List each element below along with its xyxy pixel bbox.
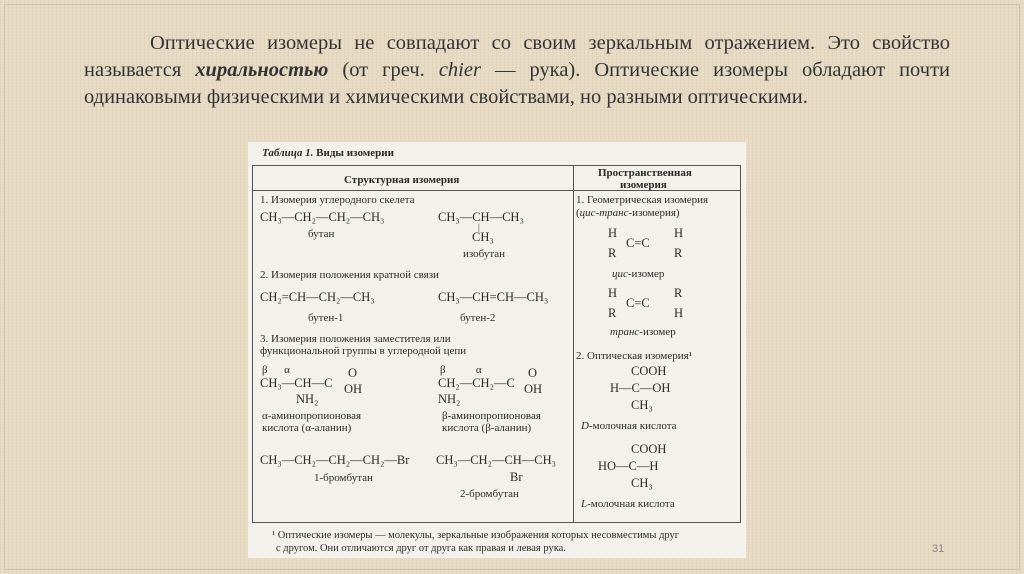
formula-1-bromobutane: CH₃—CH₂—CH₂—CH₂—Br xyxy=(260,453,410,467)
formula-butene2: CH₃—CH=CH—CH₃ xyxy=(438,290,549,304)
section-geometric: 1. Геометрическая изомерия xyxy=(576,194,709,206)
section-optical: 2. Оптическая изомерия¹ xyxy=(576,350,693,362)
section-1: 1. Изомерия углеродного скелета xyxy=(260,194,415,206)
formula-o: O xyxy=(528,366,538,380)
atom: R xyxy=(674,246,683,260)
section-3: функциональной группы в углеродной цепи xyxy=(260,345,467,357)
bond-line: | xyxy=(478,222,480,232)
name-cis xyxy=(612,268,664,280)
name-beta-alanine: кислота (β-аланин) xyxy=(442,422,532,434)
formula-butene1: CH₂=CH—CH₂—CH₃ xyxy=(260,290,375,304)
formula-d-lactic: CH₃ xyxy=(631,398,653,412)
name-d-lactic xyxy=(581,420,677,432)
formula-oh: OH xyxy=(524,382,543,396)
formula-d-lactic: COOH xyxy=(631,364,667,378)
atom: R xyxy=(608,246,617,260)
atom: H xyxy=(674,306,684,320)
name-2-bromobutane: 2-бромбутан xyxy=(460,488,519,500)
greek-labels: β α xyxy=(262,364,290,376)
formula-cis: C=C xyxy=(626,236,650,250)
formula-alpha-alanine: CH₃—CH—C xyxy=(260,376,333,390)
name-alpha-alanine: кислота (α-аланин) xyxy=(262,422,352,434)
formula-oh: OH xyxy=(344,382,363,396)
text: цис xyxy=(612,268,628,280)
text: (от греч. xyxy=(328,59,439,81)
header-spatial: изомерия xyxy=(620,179,667,191)
section-geometric-sub: (цис-транс-изомерия) xyxy=(576,207,680,219)
formula-isobutane: CH₃—CH—CH₃ xyxy=(438,210,524,224)
isomerism-table-image xyxy=(248,142,746,558)
formula-nh2: NH₂ xyxy=(296,392,319,406)
formula-l-lactic: CH₃ xyxy=(631,476,653,490)
divider xyxy=(573,166,574,522)
atom: R xyxy=(674,286,683,300)
name-isobutane: изобутан xyxy=(463,248,506,260)
name-butane: бутан xyxy=(308,228,335,240)
formula-o: O xyxy=(348,366,358,380)
text: Оптические изомеры не совпадают со своим зеркальным отражением. Это свойство называется xyxy=(84,32,950,81)
text: -изомер xyxy=(639,326,676,338)
text: L xyxy=(581,498,588,510)
intro-paragraph xyxy=(84,30,950,111)
header-spatial: Пространственная xyxy=(598,167,692,179)
formula-nh2: NH₂ xyxy=(438,392,461,406)
section-3: 3. Изомерия положения заместителя или xyxy=(260,333,451,345)
atom: H xyxy=(674,226,684,240)
term-chirality: хиральностью xyxy=(195,59,329,81)
formula-d-lactic: H—C—OH xyxy=(610,381,671,395)
formula-isobutane-branch: CH₃ xyxy=(472,230,494,244)
footnote: с другом. Они отличаются друг от друга как правая и левая рука. xyxy=(276,543,566,554)
text: — рука). Оптические изомеры обладают почти одинаковыми физическими и химическими свойствами, но разными оптическими. xyxy=(84,59,950,108)
page-number: 31 xyxy=(932,543,945,555)
name-alpha-alanine: α-аминопропионовая xyxy=(262,410,362,422)
formula-l-lactic: HO—C—H xyxy=(598,459,659,473)
name-l-lactic xyxy=(581,498,675,510)
title-text: Виды изомерии xyxy=(313,147,394,159)
name-butene1: бутен-1 xyxy=(308,312,344,324)
formula-l-lactic: COOH xyxy=(631,442,667,456)
name-beta-alanine: β-аминопропионовая xyxy=(442,410,541,422)
formula-2-bromobutane: CH₃—CH₂—CH—CH₃ xyxy=(436,453,557,467)
text: цис-транс xyxy=(579,207,629,219)
formula-trans: C=C xyxy=(626,296,650,310)
atom: R xyxy=(608,306,617,320)
greek-word: chier xyxy=(438,59,481,81)
text: -молочная кислота xyxy=(587,498,675,510)
text: -изомер xyxy=(627,268,665,280)
text: транс xyxy=(610,326,640,338)
text: D xyxy=(581,420,589,432)
header-structural: Структурная изомерия xyxy=(344,174,460,186)
text: -молочная кислота xyxy=(588,420,677,432)
atom: H xyxy=(608,226,618,240)
name-1-bromobutane: 1-бромбутан xyxy=(314,472,373,484)
greek-labels: β α xyxy=(440,364,482,376)
name-trans xyxy=(610,326,676,338)
formula-butane: CH₃—CH₂—CH₂—CH₃ xyxy=(260,210,385,224)
formula-beta-alanine: CH₂—CH₂—C xyxy=(438,376,515,390)
text: -изомерия) xyxy=(628,207,680,219)
formula-br: Br xyxy=(510,470,523,484)
title-label: Таблица 1. xyxy=(262,147,314,159)
table-title xyxy=(262,147,394,159)
atom: H xyxy=(608,286,618,300)
footnote: ¹ Оптические изомеры — молекулы, зеркальные изображения которых несовместимы друг xyxy=(272,530,680,541)
section-2: 2. Изомерия положения кратной связи xyxy=(260,269,439,281)
name-butene2: бутен-2 xyxy=(460,312,496,324)
